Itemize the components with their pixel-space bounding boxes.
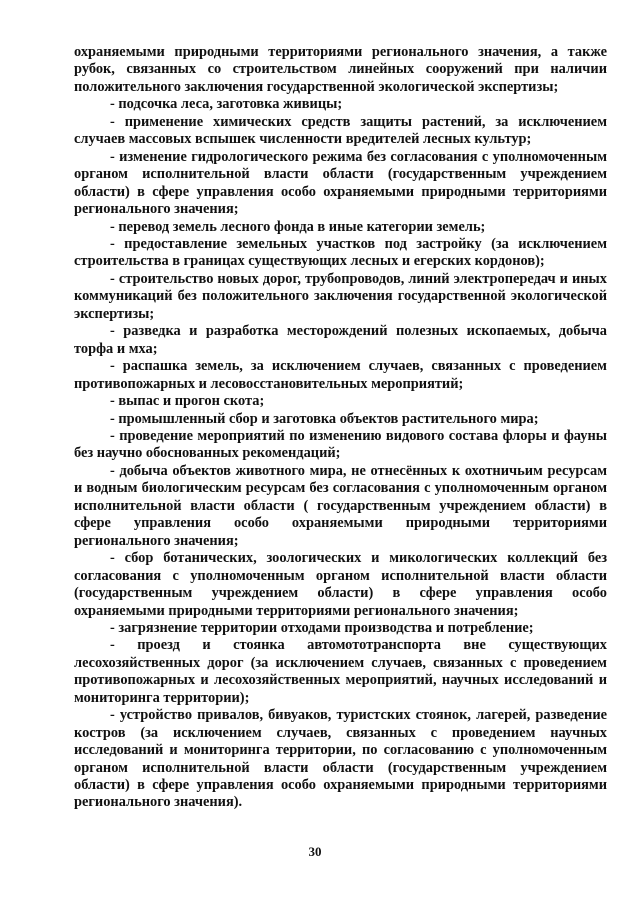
paragraph: - проезд и стоянка автомототранспорта вне существующих лесохозяйственных дорог (за исключением случаев, связанных с проведением противопожарных и лесохозяйственных мероприятий, научных исследований и мониторинга территории); [74, 637, 607, 706]
paragraph: - загрязнение территории отходами производства и потребление; [110, 619, 534, 636]
paragraph: - изменение гидрологического режима без согласования с уполномоченным органом исполнительной власти области (государственным учреждением области) в сфере управления особо охраняемыми природными территориями регионального значения; [74, 148, 607, 218]
paragraph: охраняемыми природными территориями регионального значения, а также рубок, связанных со строительством линейных сооружений при наличии положительного заключения государственной экологической экспертизы; [74, 44, 607, 95]
page-number: 30 [308, 844, 322, 859]
paragraph: - проведение мероприятий по изменению видового состава флоры и фауны без научно обоснованных рекомендаций; [74, 427, 607, 462]
document-body [74, 44, 607, 812]
paragraph: - применение химических средств защиты растений, за исключением случаев массовых вспышек численности вредителей лесных культур; [74, 113, 607, 148]
paragraph: - устройство привалов, бивуаков, туристских стоянок, лагерей, разведение костров (за исключением случаев, связанных с проведением научных исследований и мониторинга территории, по согласованию с уполномоченным органом исполнительной власти области (государственным учреждением области) в сфере управления особо охраняемыми природными территориями регионального значения). [74, 707, 607, 811]
paragraph: - сбор ботанических, зоологических и микологических коллекций без согласования с уполномоченным органом исполнительной власти области (государственным учреждением области) в сфере управления особо охраняемыми природными территориями регионального значения; [74, 550, 607, 619]
paragraph: - предоставление земельных участков под застройку (за исключением строительства в границах существующих лесных и егерских кордонов); [74, 235, 607, 270]
paragraph: - промышленный сбор и заготовка объектов растительного мира; [110, 410, 539, 427]
paragraph: - выпас и прогон скота; [110, 393, 265, 410]
paragraph: - разведка и разработка месторождений полезных ископаемых, добыча торфа и мха; [74, 323, 607, 357]
paragraph: - подсочка леса, заготовка живицы; [110, 96, 343, 113]
paragraph: - перевод земель лесного фонда в иные категории земель; [110, 218, 486, 235]
paragraph: - строительство новых дорог, трубопроводов, линий электропередач и иных коммуникаций без положительного заключения государственной экологической экспертизы; [74, 270, 607, 322]
paragraph: - добыча объектов животного мира, не отнесённых к охотничьим ресурсам и водным биологическим ресурсам без согласования с уполномоченным органом исполнительной власти области ( государственным учреждением области) в сфере управления особо охраняемыми природными территориями регионального значения; [74, 462, 607, 549]
paragraph: - распашка земель, за исключением случаев, связанных с проведением противопожарных и лесовосстановительных мероприятий; [74, 358, 607, 392]
